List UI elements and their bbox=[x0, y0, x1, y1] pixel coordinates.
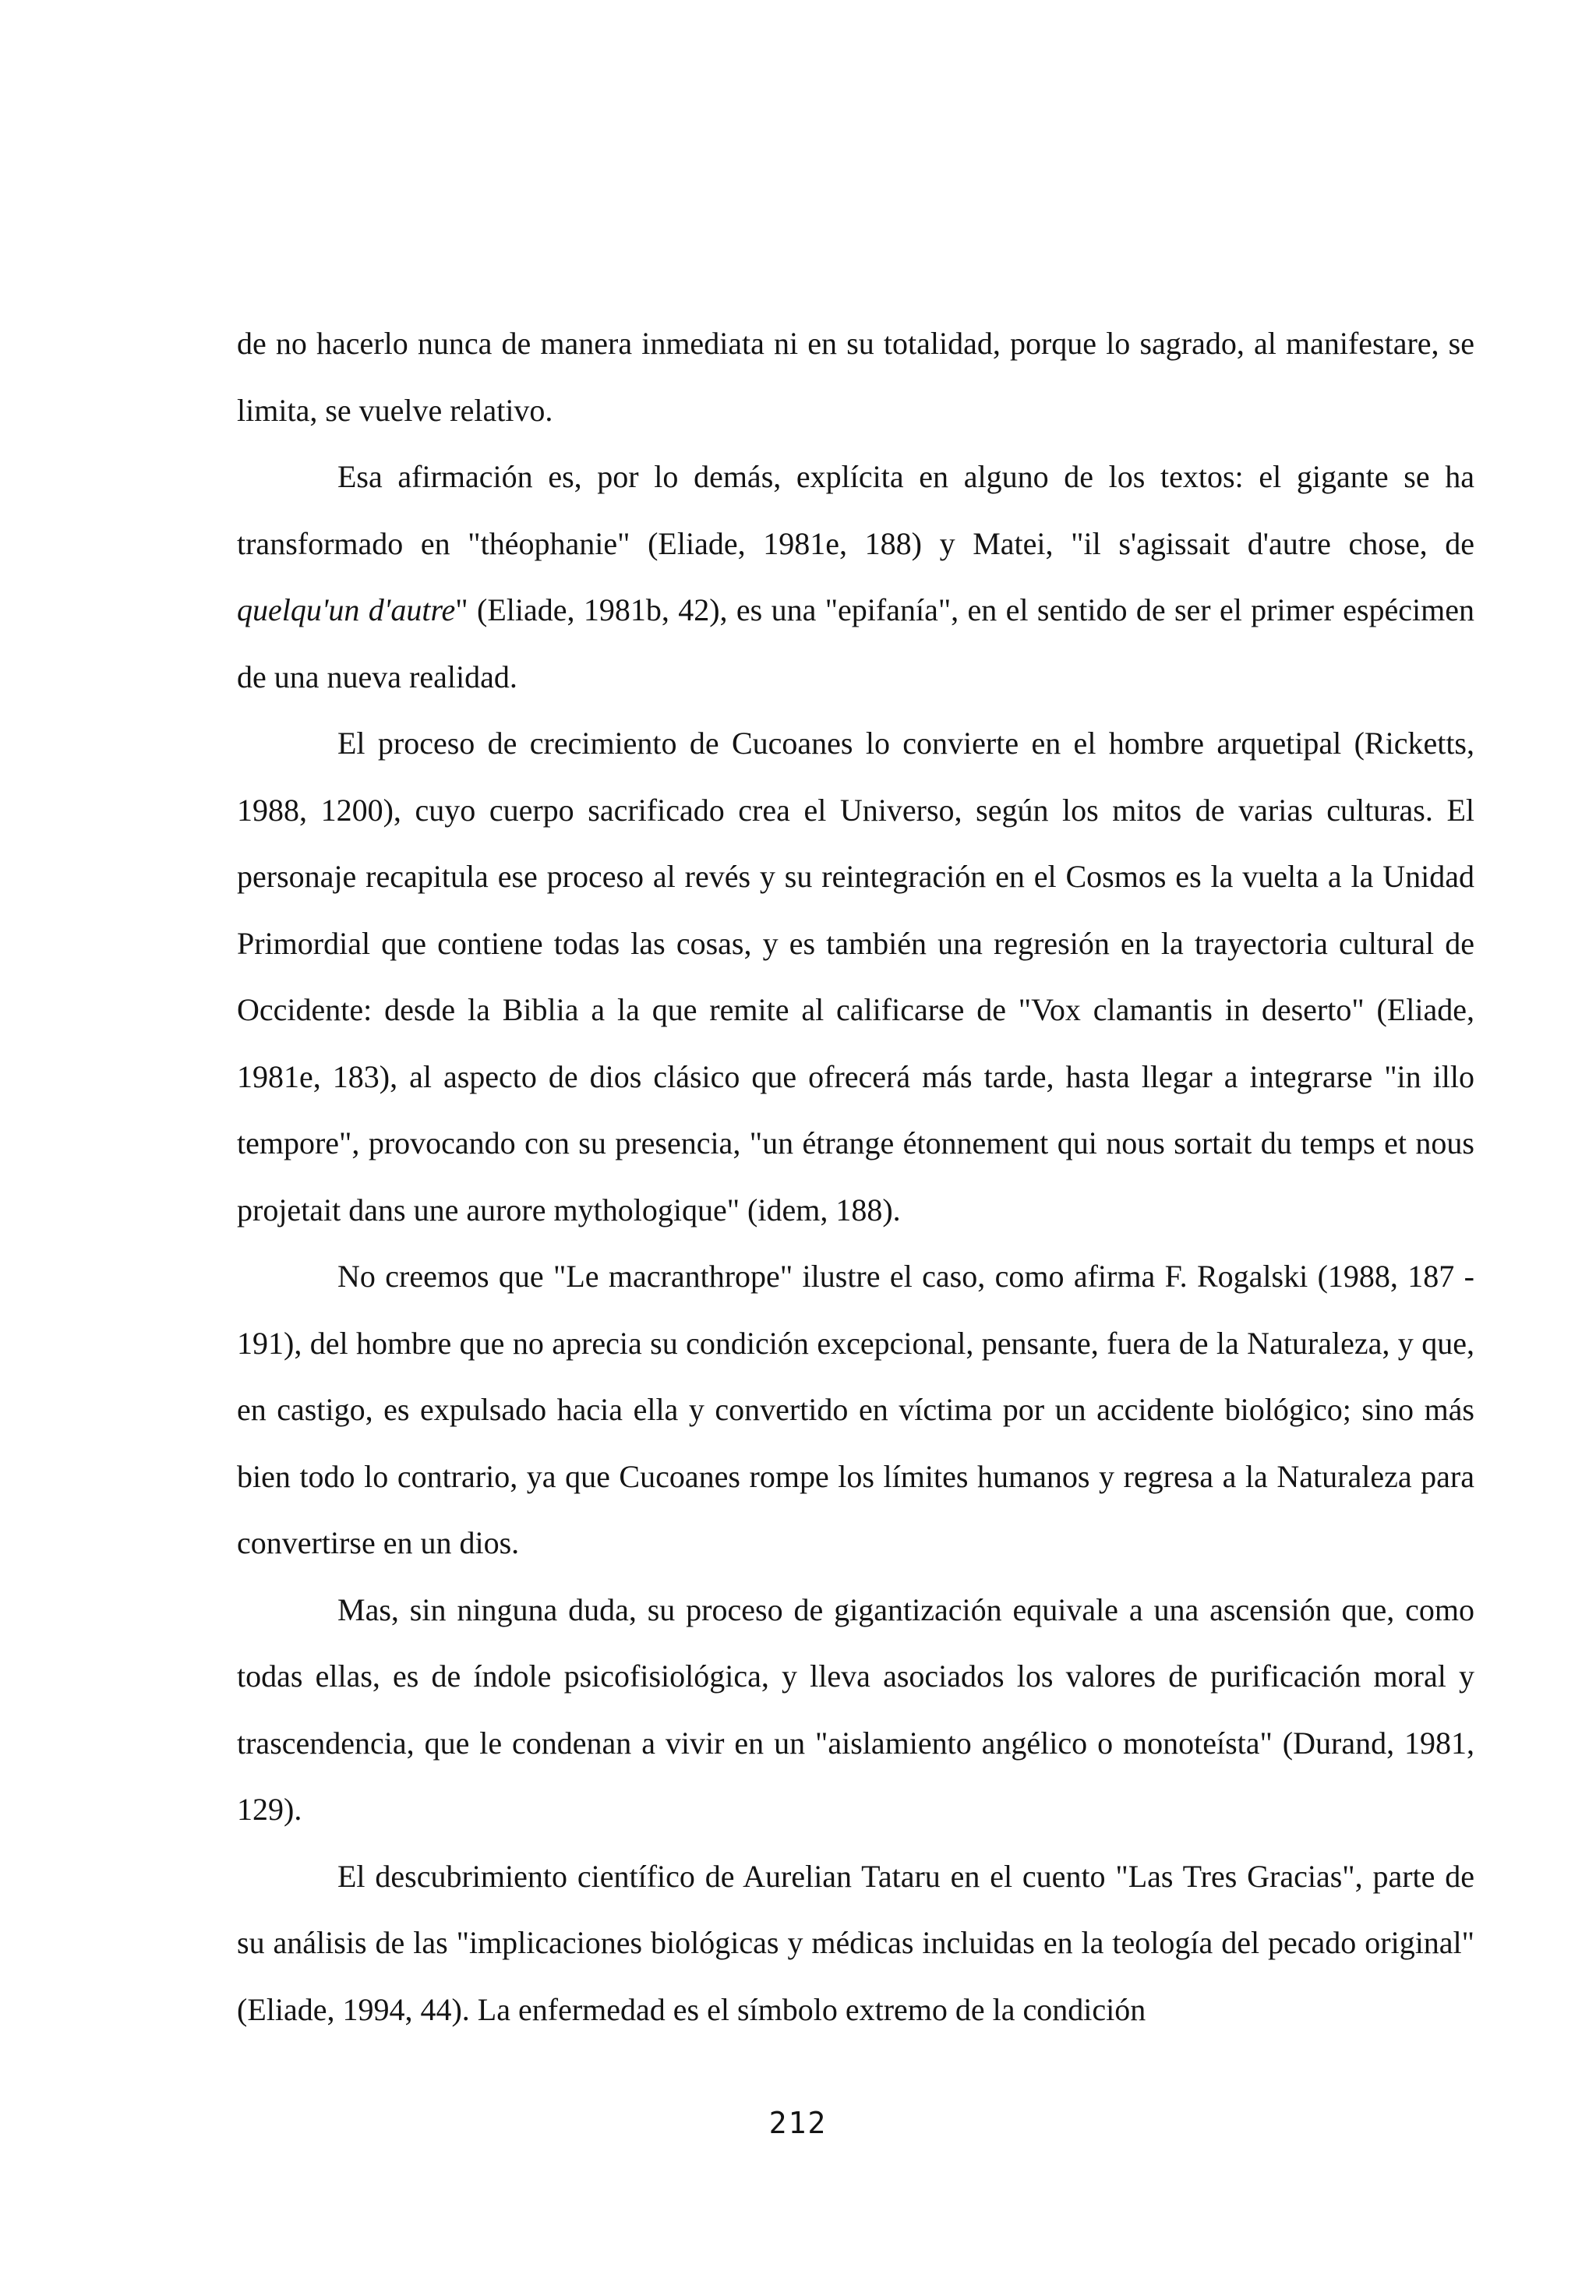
paragraph-continuation bbox=[237, 310, 1474, 443]
paragraph-text: de no hacerlo nunca de manera inmediata ni en su totalidad, porque lo sagrado, al manifestare, se limita, se vuelve relativo. bbox=[237, 326, 1474, 428]
paragraph-text: No creemos que "Le macranthrope" ilustre el caso, como afirma F. Rogalski (1988, 187 - 191), del hombre que no aprecia su condición excepcional, pensante, fuera de la Naturaleza, y que, en castigo, es expulsado hacia ella y convertido en víctima por un accidente biológico; sino más bien todo lo contrario, ya que Cucoanes rompe los límites humanos y regresa a la Naturaleza para convertirse en un dios. bbox=[237, 1259, 1474, 1560]
paragraph-text: Mas, sin ninguna duda, su proceso de gigantización equivale a una ascensión que, como todas ellas, es de índole psicofisiológica, y lleva asociados los valores de purificación moral y trascendencia, que le condenan a vivir en un "aislamiento angélico o monoteísta" (Durand, 1981, 129). bbox=[237, 1591, 1474, 1827]
page-number: 212 bbox=[768, 2106, 828, 2140]
paragraph-epifania bbox=[237, 443, 1474, 710]
paragraph-text: El proceso de crecimiento de Cucoanes lo convierte en el hombre arquetipal (Ricketts, 1988, 1200), cuyo cuerpo sacrificado crea el Universo, según los mitos de varias culturas. El personaje recapitula ese proceso al revés y su reintegración en el Cosmos es la vuelta a la Unidad Primordial que contiene todas las cosas, y es también una regresión en la trayectoria cultural de Occidente: desde la Biblia a la que remite al calificarse de "Vox clamantis in deserto" (Eliade, 1981e, 183), al aspecto de dios clásico que ofrecerá más tarde, hasta llegar a integrarse "in illo tempore", provocando con su presencia, "un étrange étonnement qui nous sortait du temps et nous projetait dans une aurore mythologique" (idem, 188). bbox=[237, 726, 1474, 1227]
paragraph-gigantizacion bbox=[237, 1577, 1474, 1843]
paragraph-text-end: " (Eliade, 1981b, 42), es una "epifanía", en el sentido de ser el primer espécimen de una nueva realidad. bbox=[237, 592, 1474, 694]
paragraph-cucoanes bbox=[237, 710, 1474, 1243]
paragraph-tataru bbox=[237, 1843, 1474, 2043]
paragraph-text-start: Esa afirmación es, por lo demás, explícita en alguno de los textos: el gigante se ha transformado en "théophanie" (Eliade, 1981e, 188) y Matei, "il s'agissait d'autre chose, de bbox=[237, 459, 1474, 561]
paragraph-macranthrope bbox=[237, 1243, 1474, 1577]
body-text bbox=[237, 310, 1474, 2043]
italic-phrase: quelqu'un d'autre bbox=[237, 592, 456, 627]
paragraph-text: El descubrimiento científico de Aurelian Tataru en el cuento "Las Tres Gracias", parte de su análisis de las "implicaciones biológicas y médicas incluidas en la teología del pecado original" (Eliade, 1994, 44). La enfermedad es el símbolo extremo de la condición bbox=[237, 1858, 1474, 2027]
